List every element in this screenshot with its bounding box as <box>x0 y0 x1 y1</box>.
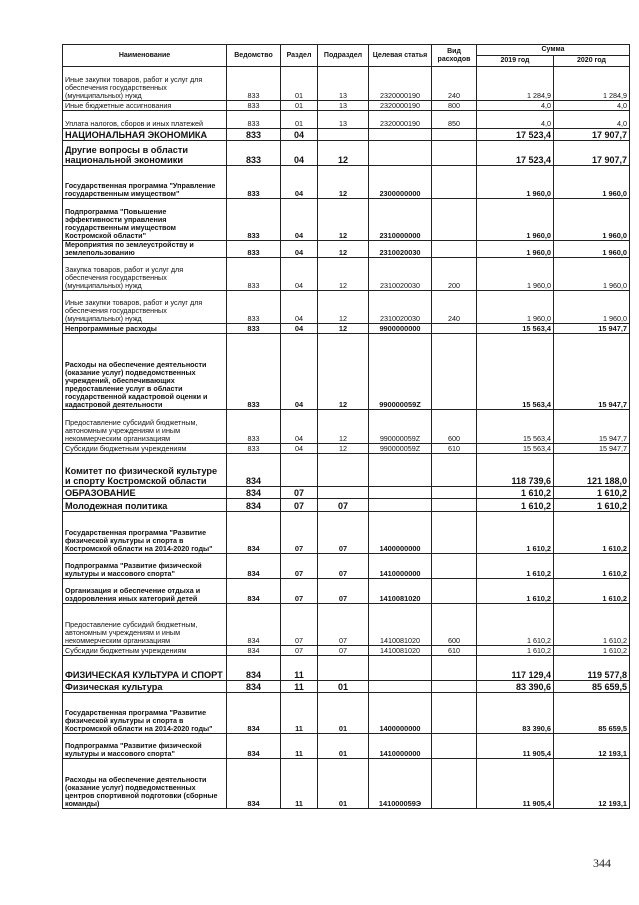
row-subsection-cell: 01 <box>318 693 369 734</box>
row-name-cell: НАЦИОНАЛЬНАЯ ЭКОНОМИКА <box>63 129 227 141</box>
row-subsection-cell: 13 <box>318 111 369 129</box>
row-section-cell: 07 <box>281 487 318 499</box>
row-section-cell: 11 <box>281 681 318 693</box>
row-subsection-cell <box>318 656 369 681</box>
row-section-cell: 07 <box>281 554 318 579</box>
row-exp-type-cell: 610 <box>432 646 477 656</box>
table-row <box>63 291 630 324</box>
table-row <box>63 334 630 410</box>
row-sum-2020-cell: 1 610,2 <box>554 554 630 579</box>
row-exp-type-cell: 600 <box>432 604 477 646</box>
col-header-dept: Ведомство <box>227 45 281 67</box>
row-subsection-cell: 01 <box>318 734 369 759</box>
row-exp-type-cell <box>432 693 477 734</box>
col-header-subsection: Подраздел <box>318 45 369 67</box>
row-section-cell: 01 <box>281 111 318 129</box>
row-name-cell: Мероприятия по землеустройству и землепользованию <box>63 241 227 258</box>
row-exp-type-cell: 610 <box>432 444 477 454</box>
row-article-cell: 2310020030 <box>369 291 432 324</box>
row-article-cell: 1410081020 <box>369 646 432 656</box>
row-sum-2020-cell: 4,0 <box>554 111 630 129</box>
row-sum-2020-cell: 1 610,2 <box>554 499 630 512</box>
row-sum-2020-cell: 1 610,2 <box>554 646 630 656</box>
row-subsection-cell: 12 <box>318 324 369 334</box>
table-row <box>63 646 630 656</box>
row-dept-cell: 834 <box>227 554 281 579</box>
row-article-cell: 1410081020 <box>369 579 432 604</box>
row-article-cell: 2320000190 <box>369 67 432 101</box>
row-exp-type-cell: 200 <box>432 258 477 291</box>
row-article-cell <box>369 681 432 693</box>
row-article-cell: 1410081020 <box>369 604 432 646</box>
row-name-cell: Комитет по физической культуре и спорту Костромской области <box>63 454 227 487</box>
row-article-cell: 2320000190 <box>369 101 432 111</box>
row-sum-2020-cell: 1 284,9 <box>554 67 630 101</box>
row-dept-cell: 834 <box>227 512 281 554</box>
table-row <box>63 410 630 444</box>
table-row <box>63 141 630 166</box>
row-exp-type-cell <box>432 166 477 199</box>
row-dept-cell: 834 <box>227 646 281 656</box>
row-exp-type-cell <box>432 681 477 693</box>
row-exp-type-cell <box>432 759 477 809</box>
row-dept-cell: 834 <box>227 604 281 646</box>
row-sum-2019-cell: 17 523,4 <box>477 141 554 166</box>
row-dept-cell: 834 <box>227 759 281 809</box>
row-name-cell: Молодежная политика <box>63 499 227 512</box>
row-section-cell: 04 <box>281 129 318 141</box>
row-section-cell: 04 <box>281 199 318 241</box>
row-section-cell: 04 <box>281 166 318 199</box>
row-sum-2019-cell: 15 563,4 <box>477 410 554 444</box>
table-row <box>63 487 630 499</box>
row-name-cell: Государственная программа "Развитие физической культуры и спорта в Костромской области на 2014-2020 годы" <box>63 512 227 554</box>
row-sum-2020-cell: 1 960,0 <box>554 241 630 258</box>
row-exp-type-cell: 600 <box>432 410 477 444</box>
row-subsection-cell: 12 <box>318 444 369 454</box>
row-sum-2019-cell: 4,0 <box>477 101 554 111</box>
row-dept-cell: 833 <box>227 129 281 141</box>
row-sum-2019-cell: 11 905,4 <box>477 734 554 759</box>
row-article-cell: 1410000000 <box>369 554 432 579</box>
row-sum-2019-cell: 1 960,0 <box>477 199 554 241</box>
row-article-cell <box>369 656 432 681</box>
row-name-cell: Непрограммные расходы <box>63 324 227 334</box>
row-sum-2019-cell: 1 284,9 <box>477 67 554 101</box>
row-exp-type-cell <box>432 579 477 604</box>
row-sum-2019-cell: 83 390,6 <box>477 693 554 734</box>
row-sum-2020-cell: 15 947,7 <box>554 444 630 454</box>
row-sum-2020-cell: 119 577,8 <box>554 656 630 681</box>
row-sum-2019-cell: 1 610,2 <box>477 499 554 512</box>
row-sum-2020-cell: 85 659,5 <box>554 693 630 734</box>
row-article-cell: 1410000000 <box>369 734 432 759</box>
col-header-2020: 2020 год <box>554 56 630 67</box>
row-exp-type-cell: 850 <box>432 111 477 129</box>
row-sum-2020-cell: 1 610,2 <box>554 604 630 646</box>
row-article-cell <box>369 454 432 487</box>
table-row <box>63 101 630 111</box>
table-row <box>63 604 630 646</box>
row-subsection-cell: 12 <box>318 166 369 199</box>
row-dept-cell: 834 <box>227 693 281 734</box>
row-sum-2020-cell: 12 193,1 <box>554 759 630 809</box>
row-exp-type-cell <box>432 499 477 512</box>
row-section-cell: 07 <box>281 604 318 646</box>
row-section-cell: 01 <box>281 101 318 111</box>
row-subsection-cell: 07 <box>318 512 369 554</box>
row-subsection-cell: 07 <box>318 554 369 579</box>
row-exp-type-cell <box>432 554 477 579</box>
row-sum-2019-cell: 1 610,2 <box>477 646 554 656</box>
row-name-cell: Расходы на обеспечение деятельности (оказание услуг) подведомственных учреждений, обеспечивающих предоставление услуг в области государственной кадастровой оценки и кадастровой деятельности <box>63 334 227 410</box>
row-subsection-cell: 07 <box>318 646 369 656</box>
row-sum-2019-cell: 1 960,0 <box>477 241 554 258</box>
row-section-cell: 11 <box>281 759 318 809</box>
table-body <box>63 67 630 809</box>
row-sum-2020-cell: 15 947,7 <box>554 324 630 334</box>
row-dept-cell: 833 <box>227 166 281 199</box>
table-row <box>63 324 630 334</box>
row-sum-2019-cell: 118 739,6 <box>477 454 554 487</box>
row-subsection-cell <box>318 129 369 141</box>
row-exp-type-cell <box>432 512 477 554</box>
col-header-sum: Сумма <box>477 45 630 56</box>
row-article-cell: 2300000000 <box>369 166 432 199</box>
row-section-cell: 11 <box>281 656 318 681</box>
row-dept-cell: 834 <box>227 681 281 693</box>
table-row <box>63 199 630 241</box>
table-row <box>63 258 630 291</box>
row-name-cell: ОБРАЗОВАНИЕ <box>63 487 227 499</box>
row-exp-type-cell <box>432 454 477 487</box>
row-exp-type-cell: 240 <box>432 67 477 101</box>
row-dept-cell: 834 <box>227 656 281 681</box>
row-sum-2019-cell: 1 960,0 <box>477 166 554 199</box>
row-dept-cell: 833 <box>227 444 281 454</box>
row-name-cell: Организация и обеспечение отдыха и оздоровления иных категорий детей <box>63 579 227 604</box>
row-article-cell: 2320000190 <box>369 111 432 129</box>
row-subsection-cell: 12 <box>318 141 369 166</box>
row-dept-cell: 834 <box>227 454 281 487</box>
row-dept-cell: 834 <box>227 579 281 604</box>
row-dept-cell: 833 <box>227 199 281 241</box>
table-row <box>63 693 630 734</box>
row-exp-type-cell <box>432 199 477 241</box>
row-section-cell: 04 <box>281 258 318 291</box>
table-row <box>63 554 630 579</box>
row-name-cell: Государственная программа "Управление государственным имуществом" <box>63 166 227 199</box>
row-section-cell: 04 <box>281 241 318 258</box>
row-sum-2020-cell: 1 960,0 <box>554 258 630 291</box>
row-sum-2020-cell: 12 193,1 <box>554 734 630 759</box>
row-sum-2019-cell: 1 610,2 <box>477 604 554 646</box>
row-subsection-cell: 12 <box>318 199 369 241</box>
row-sum-2020-cell: 17 907,7 <box>554 129 630 141</box>
row-name-cell: Субсидии бюджетным учреждениям <box>63 444 227 454</box>
row-sum-2020-cell: 4,0 <box>554 101 630 111</box>
row-section-cell: 04 <box>281 141 318 166</box>
col-header-exp-type: Вид расходов <box>432 45 477 67</box>
row-subsection-cell: 12 <box>318 410 369 444</box>
row-section-cell: 04 <box>281 444 318 454</box>
row-section-cell: 04 <box>281 334 318 410</box>
row-sum-2020-cell: 1 610,2 <box>554 487 630 499</box>
table-row <box>63 499 630 512</box>
row-exp-type-cell <box>432 334 477 410</box>
row-name-cell: Субсидии бюджетным учреждениям <box>63 646 227 656</box>
row-exp-type-cell <box>432 241 477 258</box>
table-row <box>63 129 630 141</box>
row-sum-2020-cell: 1 960,0 <box>554 291 630 324</box>
row-sum-2019-cell: 1 960,0 <box>477 291 554 324</box>
row-sum-2020-cell: 17 907,7 <box>554 141 630 166</box>
row-section-cell: 11 <box>281 693 318 734</box>
row-subsection-cell: 12 <box>318 291 369 324</box>
row-article-cell: 1400000000 <box>369 693 432 734</box>
row-dept-cell: 833 <box>227 291 281 324</box>
row-section-cell <box>281 454 318 487</box>
row-name-cell: Другие вопросы в области национальной экономики <box>63 141 227 166</box>
row-article-cell <box>369 141 432 166</box>
page-number: 344 <box>593 856 611 870</box>
row-section-cell: 07 <box>281 579 318 604</box>
table-row <box>63 454 630 487</box>
row-article-cell <box>369 499 432 512</box>
row-dept-cell: 833 <box>227 141 281 166</box>
row-article-cell: 1400000000 <box>369 512 432 554</box>
row-dept-cell: 833 <box>227 101 281 111</box>
row-dept-cell: 834 <box>227 734 281 759</box>
row-section-cell: 04 <box>281 410 318 444</box>
col-header-article: Целевая статья <box>369 45 432 67</box>
row-sum-2019-cell: 15 563,4 <box>477 324 554 334</box>
row-article-cell: 2310000000 <box>369 199 432 241</box>
row-dept-cell: 833 <box>227 410 281 444</box>
row-dept-cell: 833 <box>227 258 281 291</box>
table-row <box>63 656 630 681</box>
table-row <box>63 67 630 101</box>
row-article-cell: 990000059Z <box>369 444 432 454</box>
row-name-cell: Иные закупки товаров, работ и услуг для обеспечения государственных (муниципальных) нужд <box>63 67 227 101</box>
row-name-cell: ФИЗИЧЕСКАЯ КУЛЬТУРА И СПОРТ <box>63 656 227 681</box>
row-sum-2019-cell: 1 610,2 <box>477 512 554 554</box>
row-name-cell: Государственная программа "Развитие физической культуры и спорта в Костромской области на 2014-2020 годы" <box>63 693 227 734</box>
row-name-cell: Предоставление субсидий бюджетным, автономным учреждениям и иным некоммерческим организациям <box>63 604 227 646</box>
budget-table <box>62 44 630 809</box>
row-article-cell: 141000059Э <box>369 759 432 809</box>
row-article-cell: 2310020030 <box>369 241 432 258</box>
row-dept-cell: 834 <box>227 487 281 499</box>
row-name-cell: Иные закупки товаров, работ и услуг для обеспечения государственных (муниципальных) нужд <box>63 291 227 324</box>
row-subsection-cell: 13 <box>318 67 369 101</box>
table-row <box>63 166 630 199</box>
row-name-cell: Иные бюджетные ассигнования <box>63 101 227 111</box>
row-name-cell: Уплата налогов, сборов и иных платежей <box>63 111 227 129</box>
row-sum-2019-cell: 83 390,6 <box>477 681 554 693</box>
row-dept-cell: 833 <box>227 67 281 101</box>
row-sum-2020-cell: 1 610,2 <box>554 512 630 554</box>
row-dept-cell: 833 <box>227 334 281 410</box>
row-subsection-cell: 07 <box>318 579 369 604</box>
row-exp-type-cell: 240 <box>432 291 477 324</box>
row-section-cell: 01 <box>281 67 318 101</box>
row-sum-2019-cell: 1 960,0 <box>477 258 554 291</box>
row-sum-2019-cell: 11 905,4 <box>477 759 554 809</box>
row-article-cell: 2310020030 <box>369 258 432 291</box>
col-header-2019: 2019 год <box>477 56 554 67</box>
row-name-cell: Подпрограмма "Развитие физической культуры и массового спорта" <box>63 554 227 579</box>
table-row <box>63 734 630 759</box>
table-row <box>63 681 630 693</box>
row-section-cell: 11 <box>281 734 318 759</box>
row-sum-2020-cell: 121 188,0 <box>554 454 630 487</box>
row-exp-type-cell <box>432 487 477 499</box>
row-sum-2019-cell: 1 610,2 <box>477 579 554 604</box>
row-subsection-cell: 01 <box>318 681 369 693</box>
row-dept-cell: 833 <box>227 241 281 258</box>
row-sum-2019-cell: 117 129,4 <box>477 656 554 681</box>
table-row <box>63 759 630 809</box>
row-article-cell <box>369 487 432 499</box>
row-subsection-cell: 12 <box>318 334 369 410</box>
row-sum-2020-cell: 15 947,7 <box>554 410 630 444</box>
row-exp-type-cell <box>432 656 477 681</box>
table-row <box>63 512 630 554</box>
row-article-cell: 990000059Z <box>369 334 432 410</box>
row-subsection-cell: 12 <box>318 241 369 258</box>
table-row <box>63 241 630 258</box>
row-subsection-cell: 12 <box>318 258 369 291</box>
row-sum-2019-cell: 17 523,4 <box>477 129 554 141</box>
row-subsection-cell: 13 <box>318 101 369 111</box>
row-sum-2020-cell: 1 610,2 <box>554 579 630 604</box>
row-section-cell: 04 <box>281 291 318 324</box>
table-row <box>63 111 630 129</box>
row-name-cell: Предоставление субсидий бюджетным, автономным учреждениям и иным некоммерческим организациям <box>63 410 227 444</box>
row-sum-2020-cell: 15 947,7 <box>554 334 630 410</box>
col-header-name: Наименование <box>63 45 227 67</box>
row-subsection-cell: 01 <box>318 759 369 809</box>
row-name-cell: Расходы на обеспечение деятельности (оказание услуг) подведомственных центров спортивной подготовки (сборные команды) <box>63 759 227 809</box>
table-row <box>63 579 630 604</box>
row-dept-cell: 834 <box>227 499 281 512</box>
row-exp-type-cell <box>432 129 477 141</box>
row-article-cell: 990000059Z <box>369 410 432 444</box>
row-exp-type-cell <box>432 324 477 334</box>
row-section-cell: 07 <box>281 512 318 554</box>
row-exp-type-cell <box>432 734 477 759</box>
row-sum-2019-cell: 1 610,2 <box>477 487 554 499</box>
row-exp-type-cell: 800 <box>432 101 477 111</box>
row-dept-cell: 833 <box>227 111 281 129</box>
row-sum-2019-cell: 15 563,4 <box>477 334 554 410</box>
row-exp-type-cell <box>432 141 477 166</box>
row-section-cell: 04 <box>281 324 318 334</box>
col-header-section: Раздел <box>281 45 318 67</box>
table-row <box>63 444 630 454</box>
row-section-cell: 07 <box>281 499 318 512</box>
row-article-cell: 9900000000 <box>369 324 432 334</box>
row-subsection-cell <box>318 487 369 499</box>
row-name-cell: Закупка товаров, работ и услуг для обеспечения государственных (муниципальных) нужд <box>63 258 227 291</box>
row-sum-2019-cell: 4,0 <box>477 111 554 129</box>
row-sum-2020-cell: 1 960,0 <box>554 166 630 199</box>
table-header <box>63 45 630 67</box>
row-name-cell: Физическая культура <box>63 681 227 693</box>
row-subsection-cell <box>318 454 369 487</box>
row-sum-2020-cell: 1 960,0 <box>554 199 630 241</box>
row-subsection-cell: 07 <box>318 604 369 646</box>
row-name-cell: Подпрограмма "Развитие физической культуры и массового спорта" <box>63 734 227 759</box>
row-name-cell: Подпрограмма "Повышение эффективности управления государственным имуществом Костромской области" <box>63 199 227 241</box>
row-dept-cell: 833 <box>227 324 281 334</box>
row-sum-2019-cell: 15 563,4 <box>477 444 554 454</box>
row-section-cell: 07 <box>281 646 318 656</box>
row-article-cell <box>369 129 432 141</box>
row-sum-2020-cell: 85 659,5 <box>554 681 630 693</box>
row-subsection-cell: 07 <box>318 499 369 512</box>
row-sum-2019-cell: 1 610,2 <box>477 554 554 579</box>
